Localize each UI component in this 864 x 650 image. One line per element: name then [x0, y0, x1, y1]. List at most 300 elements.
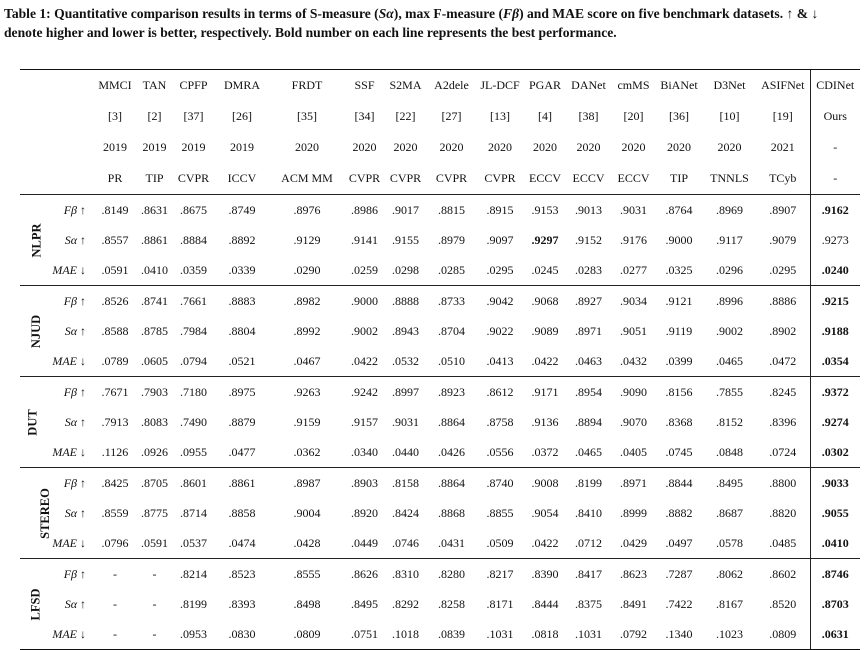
score-cell: .8902 [769, 323, 797, 338]
score-cell: .8844 [655, 468, 703, 499]
caption-text-3: ) and MAE score on five benchmark datasets. ↑ & ↓ denote higher and lower is better, respectively. Bold number on each line represents the best performance. [4, 6, 819, 40]
score-cell: .8410 [575, 505, 602, 520]
score-cell: .0295 [486, 262, 514, 277]
score-cell: .0953 [171, 619, 216, 650]
header-blank [20, 163, 92, 195]
score-cell: .8588 [101, 323, 129, 338]
score-cell: .0467 [293, 353, 321, 368]
table-row [20, 498, 860, 528]
score-cell: .7913 [101, 414, 129, 429]
score-cell: .8520 [769, 596, 797, 611]
method-name: PGAR [525, 70, 565, 102]
s-measure-symbol: Sα [378, 6, 394, 21]
header-row-venues [20, 163, 860, 195]
score-cell: .1031 [475, 619, 525, 650]
score-cell: .9042 [475, 286, 525, 317]
score-cell: .7422 [665, 596, 693, 611]
score-cell: .9273 [810, 225, 860, 255]
score-cell: .0510 [438, 353, 465, 368]
method-name: FRDT [268, 70, 346, 102]
score-cell: .8820 [769, 505, 797, 520]
method-venue: - [810, 163, 860, 195]
score-cell: .8999 [620, 505, 647, 520]
score-cell: .8557 [101, 232, 129, 247]
metric-label: Sα ↑ [64, 414, 86, 429]
score-cell: .8705 [138, 468, 171, 499]
method-venue: TNNLS [710, 171, 749, 185]
score-cell: .0591 [141, 535, 168, 550]
metric-label: MAE ↓ [52, 444, 86, 459]
score-cell: .0809 [756, 619, 810, 650]
score-cell: .9263 [268, 377, 346, 408]
score-cell: .0298 [392, 262, 419, 277]
method-ref: [35] [297, 109, 317, 123]
score-cell: .0497 [665, 535, 693, 550]
score-cell: .9176 [620, 232, 647, 247]
caption-text-1: Quantitative comparison results in terms of S-measure ( [50, 6, 379, 21]
score-cell: .9002 [716, 323, 743, 338]
method-name: DANet [565, 70, 612, 102]
dataset-name: NLPR [29, 222, 44, 258]
score-cell: .8903 [346, 468, 383, 499]
score-cell: .0631 [810, 619, 860, 650]
method-year: 2019 [103, 140, 127, 154]
score-cell: .9119 [665, 323, 693, 338]
score-cell: .0509 [486, 535, 514, 550]
score-cell: .0537 [180, 535, 207, 550]
score-cell: .8775 [141, 505, 168, 520]
score-cell: .8740 [475, 468, 525, 499]
score-cell: .0724 [769, 444, 797, 459]
score-cell: .0521 [228, 353, 256, 368]
method-venue: PR [107, 171, 123, 185]
table-row [20, 377, 860, 408]
score-cell: .8149 [92, 195, 138, 226]
method-year: 2020 [488, 140, 512, 154]
score-cell: .8523 [216, 559, 268, 590]
score-cell: .8258 [438, 596, 465, 611]
method-name: S2MA [383, 70, 428, 102]
score-cell: .0578 [716, 535, 743, 550]
score-cell: .8868 [438, 505, 465, 520]
score-cell: .8214 [171, 559, 216, 590]
score-cell: .8969 [703, 195, 756, 226]
score-cell: .8920 [351, 505, 378, 520]
score-cell: .8601 [171, 468, 216, 499]
score-cell: .8858 [228, 505, 256, 520]
score-cell: .9017 [383, 195, 428, 226]
metric-label: Sα ↑ [64, 232, 86, 247]
method-name: TAN [138, 70, 171, 102]
method-year: - [810, 132, 860, 163]
header-blank [20, 132, 92, 163]
score-cell: .9008 [525, 468, 565, 499]
score-cell: .0296 [716, 262, 743, 277]
score-cell: .8152 [716, 414, 743, 429]
score-cell: .8864 [428, 468, 475, 499]
score-cell: .0295 [769, 262, 797, 277]
score-cell: .8976 [268, 195, 346, 226]
score-cell: .8800 [756, 468, 810, 499]
score-cell: .8292 [392, 596, 419, 611]
score-cell: .9162 [810, 195, 860, 226]
score-cell: .0422 [531, 353, 559, 368]
score-cell: .9097 [486, 232, 514, 247]
score-cell: .0302 [810, 437, 860, 468]
score-cell: .9079 [769, 232, 797, 247]
score-cell: .9153 [525, 195, 565, 226]
header-row-refs [20, 101, 860, 132]
metric-label: MAE ↓ [52, 262, 86, 277]
score-cell: .8171 [486, 596, 514, 611]
score-cell: .0605 [141, 353, 168, 368]
score-cell: .0340 [351, 444, 378, 459]
score-cell: .0362 [293, 444, 321, 459]
score-cell: .9117 [716, 232, 743, 247]
score-cell: .8425 [92, 468, 138, 499]
method-ref: [37] [183, 109, 204, 123]
method-ref: [19] [772, 109, 793, 123]
score-cell: .0440 [392, 444, 419, 459]
table-row [20, 316, 860, 346]
score-cell: .0794 [180, 353, 207, 368]
score-cell: .0277 [620, 262, 647, 277]
score-cell: .8167 [716, 596, 743, 611]
score-cell: .8785 [141, 323, 168, 338]
header-blank [20, 70, 92, 102]
score-cell: .9054 [531, 505, 559, 520]
metric-label: Sα ↑ [64, 596, 86, 611]
score-cell: .0809 [268, 619, 346, 650]
score-cell: .8368 [665, 414, 693, 429]
score-cell: .0410 [810, 528, 860, 559]
table-row [20, 559, 860, 590]
score-cell: .0712 [575, 535, 602, 550]
score-cell: - [113, 596, 117, 611]
score-cell: .8971 [612, 468, 655, 499]
method-name: BiANet [655, 70, 703, 102]
results-table [20, 69, 860, 650]
score-cell: - [92, 619, 138, 650]
score-cell: .0413 [486, 353, 514, 368]
score-cell: .0259 [351, 262, 378, 277]
table-row [20, 255, 860, 286]
method-ref: [4] [538, 109, 552, 123]
score-cell: .9171 [525, 377, 565, 408]
score-cell: .8417 [565, 559, 612, 590]
score-cell: .8979 [438, 232, 465, 247]
score-cell: .8975 [216, 377, 268, 408]
score-cell: .0789 [101, 353, 129, 368]
score-cell: .0472 [769, 353, 797, 368]
score-cell: .9157 [351, 414, 378, 429]
dataset-name: NJUD [29, 314, 44, 348]
method-year: 2019 [230, 140, 254, 154]
score-cell: .8559 [101, 505, 129, 520]
method-name: ASIFNet [756, 70, 810, 102]
metric-label: MAE ↓ [42, 619, 92, 650]
score-cell: .0465 [716, 353, 743, 368]
method-name: MMCI [92, 70, 138, 102]
metric-label: MAE ↓ [52, 353, 86, 368]
method-ref: [26] [232, 109, 252, 123]
score-cell: .8083 [141, 414, 168, 429]
score-cell: .0745 [665, 444, 693, 459]
header-row-years [20, 132, 860, 163]
method-name: JL-DCF [475, 70, 525, 102]
method-ref: [3] [108, 109, 122, 123]
score-cell: .8675 [171, 195, 216, 226]
score-cell: .8749 [216, 195, 268, 226]
method-venue: ECCV [572, 171, 605, 185]
method-name: CDINet [810, 70, 860, 102]
score-cell: .7180 [171, 377, 216, 408]
score-cell: .8444 [531, 596, 559, 611]
score-cell: .8623 [612, 559, 655, 590]
score-cell: .0240 [810, 255, 860, 286]
score-cell: .0428 [293, 535, 321, 550]
method-venue: TCyb [769, 171, 797, 185]
method-name: DMRA [216, 70, 268, 102]
method-name: D3Net [703, 70, 756, 102]
score-cell: .9141 [351, 232, 378, 247]
method-venue: CVPR [389, 171, 422, 185]
score-cell: .9000 [665, 232, 693, 247]
score-cell: .0422 [351, 353, 378, 368]
score-cell: .7287 [655, 559, 703, 590]
dataset-name: LFSD [28, 588, 43, 620]
method-ref: [13] [490, 109, 510, 123]
score-cell: .0746 [392, 535, 419, 550]
method-venue: TIP [145, 171, 164, 185]
score-cell: .8310 [383, 559, 428, 590]
score-cell: .0796 [101, 535, 129, 550]
table-row [20, 407, 860, 437]
method-ref: [2] [147, 109, 162, 123]
score-cell: .8992 [293, 323, 321, 338]
score-cell: .0410 [141, 262, 168, 277]
score-cell: .0474 [228, 535, 256, 550]
score-cell: .7984 [180, 323, 207, 338]
method-venue: CVPR [348, 171, 381, 185]
method-venue: ICCV [227, 171, 257, 185]
score-cell: .8498 [293, 596, 321, 611]
score-cell: .8997 [383, 377, 428, 408]
method-ref: [36] [669, 109, 689, 123]
score-cell: .8631 [138, 195, 171, 226]
score-cell: - [138, 559, 171, 590]
table-row [20, 225, 860, 255]
score-cell: .8626 [346, 559, 383, 590]
caption-label: Table 1: [4, 6, 51, 21]
score-cell: .0372 [531, 444, 559, 459]
score-cell: .9297 [531, 232, 559, 247]
method-venue: CVPR [484, 171, 516, 185]
dataset-label [20, 195, 42, 286]
score-cell: .8861 [141, 232, 168, 247]
method-ref: [10] [719, 109, 740, 123]
score-cell: .9129 [293, 232, 321, 247]
score-cell: .8758 [486, 414, 514, 429]
score-cell: .9055 [810, 498, 860, 528]
method-ref: [20] [623, 109, 644, 123]
header-blank [20, 101, 92, 132]
metric-label: MAE ↓ [52, 535, 86, 550]
score-cell: .9152 [575, 232, 602, 247]
dataset-label [20, 559, 42, 650]
score-cell: .8884 [180, 232, 207, 247]
score-cell: .9000 [346, 286, 383, 317]
score-cell: .0556 [486, 444, 514, 459]
score-cell: .9004 [293, 505, 321, 520]
score-cell: .8703 [810, 589, 860, 619]
caption-text-2: ), max F-measure ( [393, 6, 504, 21]
metric-label: Fβ ↑ [42, 377, 92, 408]
score-cell: .8495 [351, 596, 378, 611]
score-cell: .1023 [703, 619, 756, 650]
table-row [20, 286, 860, 317]
score-cell: .8982 [268, 286, 346, 317]
score-cell: .8804 [228, 323, 256, 338]
score-cell: .8393 [228, 596, 256, 611]
score-cell: .0432 [620, 353, 647, 368]
score-cell: - [92, 559, 138, 590]
score-cell: .0422 [531, 535, 559, 550]
score-cell: .8062 [703, 559, 756, 590]
method-year: 2020 [439, 140, 464, 154]
score-cell: .7903 [138, 377, 171, 408]
score-cell: .0818 [525, 619, 565, 650]
score-cell: .0532 [392, 353, 419, 368]
score-cell: .8954 [565, 377, 612, 408]
method-ref: [38] [578, 109, 599, 123]
score-cell: .0449 [351, 535, 378, 550]
score-cell: .9051 [620, 323, 647, 338]
method-year: 2020 [533, 140, 557, 154]
score-cell: .0926 [141, 444, 168, 459]
score-cell: - [138, 619, 171, 650]
score-cell: .8764 [655, 195, 703, 226]
score-cell: .9242 [346, 377, 383, 408]
score-cell: .8971 [575, 323, 602, 338]
score-cell: .9155 [392, 232, 419, 247]
score-cell: .9070 [620, 414, 647, 429]
score-cell: .8555 [268, 559, 346, 590]
score-cell: .8855 [486, 505, 514, 520]
score-cell: .0463 [575, 353, 602, 368]
method-venue: ECCV [617, 171, 650, 185]
table-row [20, 195, 860, 226]
score-cell: .9136 [531, 414, 559, 429]
score-cell: .0359 [180, 262, 207, 277]
score-cell: .8217 [475, 559, 525, 590]
score-cell: .9034 [612, 286, 655, 317]
score-cell: .0848 [716, 444, 743, 459]
score-cell: .8815 [428, 195, 475, 226]
score-cell: .1018 [383, 619, 428, 650]
method-venue: ACM MM [281, 171, 333, 185]
score-cell: .0485 [769, 535, 797, 550]
score-cell: .9031 [612, 195, 655, 226]
method-name: SSF [346, 70, 383, 102]
table-caption [4, 4, 860, 42]
method-year: 2020 [576, 140, 601, 154]
score-cell: .0792 [612, 619, 655, 650]
score-cell: .9068 [525, 286, 565, 317]
method-ref: [27] [441, 109, 462, 123]
method-venue: CVPR [435, 171, 468, 185]
score-cell: .9159 [293, 414, 321, 429]
score-cell: .9372 [810, 377, 860, 408]
score-cell: .9033 [810, 468, 860, 499]
score-cell: .8526 [92, 286, 138, 317]
table-row [20, 589, 860, 619]
score-cell: .7855 [703, 377, 756, 408]
score-cell: .8882 [665, 505, 693, 520]
score-cell: .8390 [525, 559, 565, 590]
score-cell: .0339 [228, 262, 256, 277]
score-cell: .8158 [383, 468, 428, 499]
score-cell: .8741 [138, 286, 171, 317]
method-year: 2019 [142, 140, 167, 154]
score-cell: .0465 [575, 444, 602, 459]
table-row [20, 528, 860, 559]
score-cell: .0839 [428, 619, 475, 650]
score-cell: .8495 [703, 468, 756, 499]
score-cell: .9089 [531, 323, 559, 338]
score-cell: .8861 [216, 468, 268, 499]
metric-label: Fβ ↑ [42, 195, 92, 226]
score-cell: .0591 [101, 262, 129, 277]
dataset-name: STEREO [37, 487, 52, 539]
dataset-label [20, 468, 52, 559]
score-cell: .9031 [392, 414, 419, 429]
score-cell: .8892 [228, 232, 256, 247]
score-cell: .8986 [346, 195, 383, 226]
score-cell: .8375 [575, 596, 602, 611]
score-cell: .0405 [620, 444, 647, 459]
score-cell: .8199 [180, 596, 207, 611]
table-row [20, 346, 860, 377]
dataset-name: DUT [25, 408, 40, 436]
score-cell: .8733 [428, 286, 475, 317]
method-ref: [34] [354, 109, 375, 123]
score-cell: .0955 [180, 444, 207, 459]
table-row [20, 619, 860, 650]
score-cell: .0354 [810, 346, 860, 377]
metric-label: Sα ↑ [64, 505, 86, 520]
score-cell: .8199 [565, 468, 612, 499]
score-cell: .9002 [351, 323, 378, 338]
score-cell: .0325 [665, 262, 693, 277]
score-cell: .9013 [565, 195, 612, 226]
score-cell: .9188 [810, 316, 860, 346]
score-cell: .8888 [383, 286, 428, 317]
method-year: 2020 [621, 140, 646, 154]
method-name: cmMS [612, 70, 655, 102]
score-cell: .0290 [293, 262, 321, 277]
score-cell: .8704 [438, 323, 465, 338]
score-cell: .8879 [228, 414, 256, 429]
score-cell: .8491 [620, 596, 647, 611]
score-cell: .8894 [575, 414, 602, 429]
header-row-methods [20, 70, 860, 102]
score-cell: .8602 [756, 559, 810, 590]
method-year: 2019 [181, 140, 206, 154]
score-cell: .8864 [438, 414, 465, 429]
method-year: 2020 [295, 140, 319, 154]
score-cell: .9121 [655, 286, 703, 317]
